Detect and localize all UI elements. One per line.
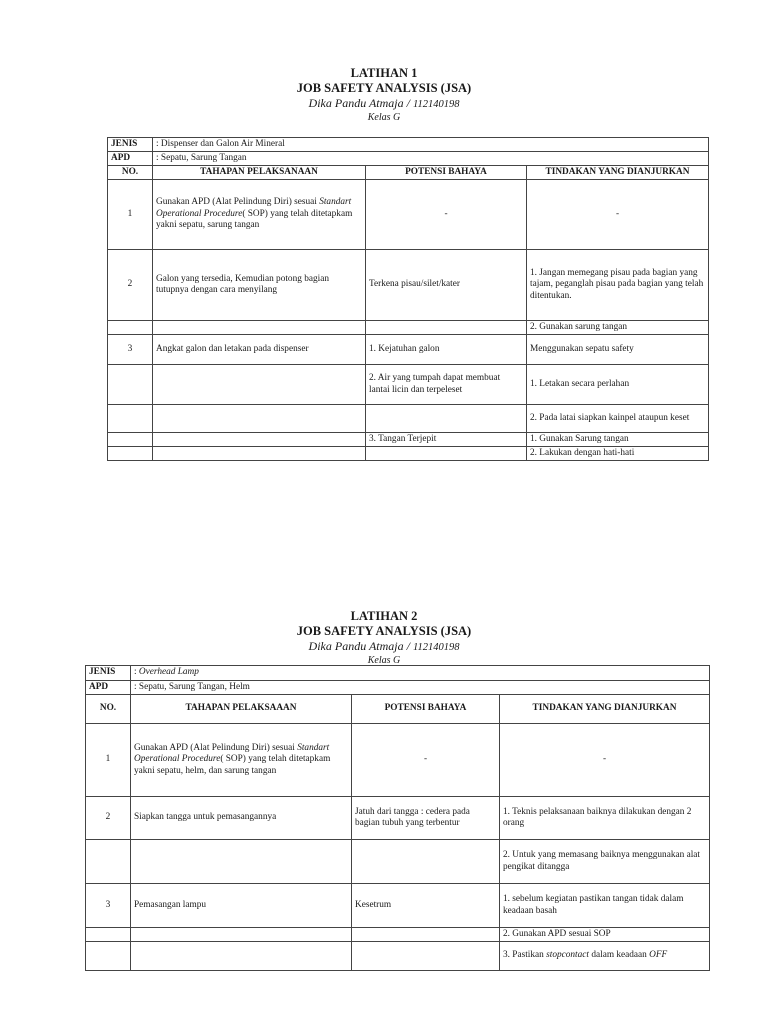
empty-cell [86,840,131,884]
empty-cell [108,447,153,461]
empty-cell [108,321,153,335]
action-cell: - [527,180,709,250]
hazard-cell: Kesetrum [352,884,500,928]
header-hazard: POTENSI BAHAYA [366,166,527,180]
step-text-cont: ( SOP) yang telah ditetapkam yakni sepatu, sarung tangan [156,208,353,231]
empty-cell [131,942,352,971]
step-cell [131,724,352,797]
action-cell: 1. Gunakan Sarung tangan [527,433,709,447]
apd-value: : Sepatu, Sarung Tangan, Helm [131,681,710,695]
latihan1-author-line [0,96,768,112]
hazard-cell: 1. Kejatuhan galon [366,335,527,365]
hazard-cell: Terkena pisau/silet/kater [366,250,527,321]
step-cell: Siapkan tangga untuk pemasangannya [131,797,352,840]
empty-cell [366,405,527,433]
jenis-prefix: : [134,667,139,678]
table-row [108,250,709,321]
latihan2-header [0,609,768,667]
table-row [86,928,710,942]
empty-cell [108,365,153,405]
header-no: NO. [108,166,153,180]
sop-italic-text: Standart Operational Procedure [156,197,352,219]
header-hazard: POTENSI BAHAYA [352,695,500,724]
action-cell: 1. sebelum kegiatan pastikan tangan tidak dalam keadaan basah [500,884,710,928]
latihan1-author: Dika Pandu Atmaja / [308,96,413,110]
latihan2-author: Dika Pandu Atmaja / [308,639,413,653]
sop-italic-text: Standart Operational Procedure [134,742,330,765]
table-row [86,942,710,971]
latihan1-header [0,66,768,124]
latihan2-nim: 112140198 [412,642,460,653]
jenis-value-text: Overhead Lamp [138,667,199,678]
hazard-cell: 2. Air yang tumpah dapat membuat lantai licin dan terpeleset [366,365,527,405]
empty-cell [153,321,366,335]
empty-cell [352,942,500,971]
step-cell: Galon yang tersedia, Kemudian potong bagian tutupnya dengan cara menyilang [153,250,366,321]
action-cell: 1. Teknis pelaksanaan baiknya dilakukan dengan 2 orang [500,797,710,840]
empty-cell [108,405,153,433]
hazard-cell: - [366,180,527,250]
step-text: Gunakan APD (Alat Pelindung Diri) sesuai [156,197,317,208]
jenis-value: : Dispenser dan Galon Air Mineral [153,138,709,152]
latihan1-kelas: Kelas G [367,112,401,123]
action-cell: 2. Pada latai siapkan kainpel ataupun keset [527,405,709,433]
empty-cell [108,433,153,447]
header-no: NO. [86,695,131,724]
action-cell: 1. Letakan secara perlahan [527,365,709,405]
jenis-label: JENIS [108,138,153,152]
table-row [108,447,709,461]
header-action: TINDAKAN YANG DIANJURKAN [527,166,709,180]
action-cell [500,942,710,971]
empty-cell [86,928,131,942]
action-cell: 2. Lakukan dengan hati-hati [527,447,709,461]
hazard-cell: 3. Tangan Terjepit [366,433,527,447]
latihan2-kelas: Kelas G [367,655,401,666]
step-text: Gunakan APD (Alat Pelindung Diri) sesuai [134,742,295,753]
empty-cell [352,928,500,942]
jenis-value [131,666,710,681]
row-no: 3 [108,335,153,365]
latihan1-title: LATIHAN 1 [350,66,418,80]
apd-label: APD [108,152,153,166]
latihan2-table [85,665,710,971]
apd-label: APD [86,681,131,695]
step-text-cont: ( SOP) yang telah ditetapkam yakni sepatu, helm, dan sarung tangan [134,754,331,776]
action-cell: 2. Gunakan APD sesuai SOP [500,928,710,942]
empty-cell [153,405,366,433]
header-step: TAHAPAN PELAKSAAAN [131,695,352,724]
row-no: 1 [108,180,153,250]
latihan2-title: LATIHAN 2 [350,609,418,623]
empty-cell [131,840,352,884]
table-row [86,724,710,797]
step-cell: Pemasangan lampu [131,884,352,928]
table-row [86,884,710,928]
action-text-cont: dalam keadaan [589,950,650,961]
empty-cell [131,928,352,942]
row-no: 2 [108,250,153,321]
action-cell: 2. Untuk yang memasang baiknya menggunakan alat pengikat ditangga [500,840,710,884]
table-row [108,180,709,250]
table-row [86,797,710,840]
table-row [108,365,709,405]
table-row [86,666,710,681]
latihan2-subtitle: JOB SAFETY ANALYSIS (JSA) [296,624,472,638]
row-no: 3 [86,884,131,928]
table-row [108,152,709,166]
hazard-cell: Jatuh dari tangga : cedera pada bagian tubuh yang terbentur [352,797,500,840]
empty-cell [153,365,366,405]
stopcontact-italic-text: stopcontact [546,950,590,961]
step-cell: Angkat galon dan letakan pada dispenser [153,335,366,365]
empty-cell [352,840,500,884]
empty-cell [153,447,366,461]
table-row [108,405,709,433]
table-row [108,321,709,335]
latihan2-author-line [0,639,768,655]
table-header-row [86,695,710,724]
jenis-label: JENIS [86,666,131,681]
empty-cell [366,321,527,335]
table-row [86,840,710,884]
action-cell: 2. Gunakan sarung tangan [527,321,709,335]
header-action: TINDAKAN YANG DIANJURKAN [500,695,710,724]
row-no: 2 [86,797,131,840]
latihan1-table [107,137,709,461]
header-step: TAHAPAN PELAKSANAAN [153,166,366,180]
table-header-row [108,166,709,180]
hazard-cell: - [352,724,500,797]
empty-cell [153,433,366,447]
apd-value: : Sepatu, Sarung Tangan [153,152,709,166]
action-text: 3. Pastikan [503,950,547,961]
action-cell: 1. Jangan memegang pisau pada bagian yang tajam, peganglah pisau pada bagian yang telah ditentukan. [527,250,709,321]
table-row [86,681,710,695]
action-cell: Menggunakan sepatu safety [527,335,709,365]
empty-cell [86,942,131,971]
off-italic-text: OFF [649,950,668,961]
empty-cell [366,447,527,461]
row-no: 1 [86,724,131,797]
latihan1-subtitle: JOB SAFETY ANALYSIS (JSA) [296,81,472,95]
action-cell: - [500,724,710,797]
table-row [108,138,709,152]
step-cell [153,180,366,250]
latihan1-nim: 112140198 [412,99,460,110]
table-row [108,433,709,447]
table-row [108,335,709,365]
